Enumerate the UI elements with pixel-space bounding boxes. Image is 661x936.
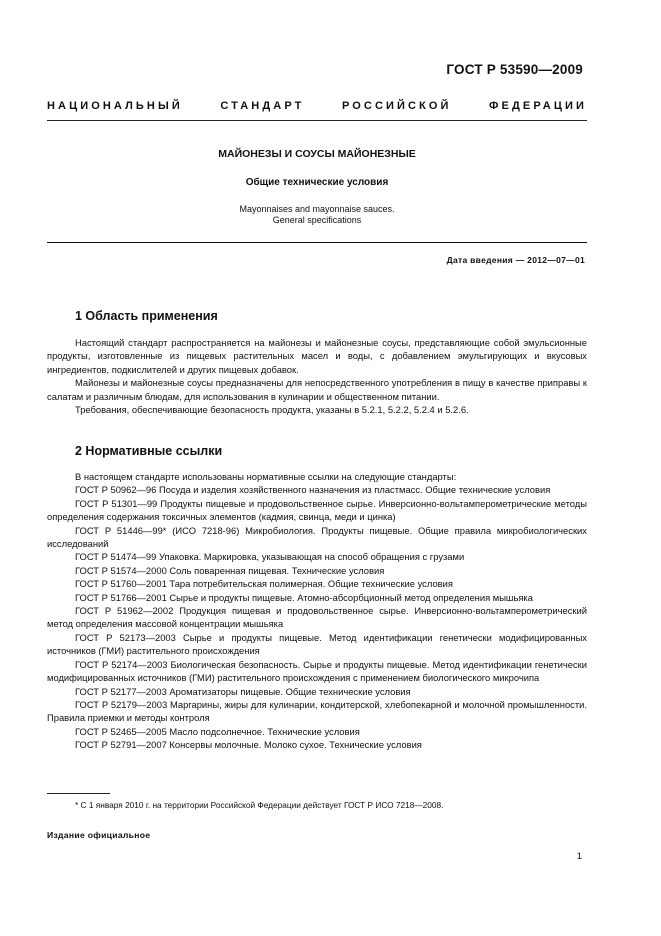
reference-item: ГОСТ Р 51962—2002 Продукция пищевая и продовольственное сырье. Инверсионно-вольтамперометрический метод определения массовой концентрации мышьяка [47,605,587,630]
reference-item: ГОСТ Р 51474—99 Упаковка. Маркировка, указывающая на способ обращения с грузами [75,551,465,563]
paragraph: Настоящий стандарт распространяется на майонезы и майонезные соусы, представляющие собой эмульсионные продукты, изготовленные из пищевых растительных масел и воды, с добавлением эмульгирующих и вкусовых ингредиентов, подкислителей и других пищевых добавок. [47,337,587,375]
reference-item: ГОСТ Р 52179—2003 Маргарины, жиры для кулинарии, кондитерской, хлебопекарной и молочной промышленности. Правила приемки и методы контроля [47,698,587,724]
section-1-body [47,336,587,416]
paragraph: Майонезы и майонезные соусы предназначены для непосредственного употребления в пищу в качестве приправы к салатам и различным блюдам, для использования в кулинарии и общественном питании. [47,377,587,402]
section-1-heading: 1 Область применения [75,309,218,323]
paragraph: В настоящем стандарте использованы нормативные ссылки на следующие стандарты: [75,471,457,482]
section-2-heading: 2 Нормативные ссылки [75,444,223,458]
reference-item: ГОСТ Р 51574—2000 Соль поваренная пищевая. Технические условия [75,564,385,576]
reference-item: ГОСТ Р 52791—2007 Консервы молочные. Молоко сухое. Технические условия [75,739,422,751]
reference-item: ГОСТ Р 52173—2003 Сырье и продукты пищевые. Метод идентификации генетически модифицированных источников (ГМИ) растительного происхождения [47,631,587,657]
standard-banner: НАЦИОНАЛЬНЫЙ СТАНДАРТ РОССИЙСКОЙ ФЕДЕРАЦИИ [47,100,587,112]
reference-item: ГОСТ Р 52174—2003 Биологическая безопасность. Сырье и продукты пищевые. Метод идентификации генетически модифицированных источников (ГМИ) растительного происхождения с применением биологического микрочипа [47,658,587,684]
footnote: * С 1 января 2010 г. на территории Российской Федерации действует ГОСТ Р ИСО 7218—2008. [75,800,444,810]
document-title: МАЙОНЕЗЫ И СОУСЫ МАЙОНЕЗНЫЕ [218,148,416,160]
footnote-divider [47,793,110,794]
paragraph: Требования, обеспечивающие безопасность продукта, указаны в 5.2.1, 5.2.2, 5.2.4 и 5.2.6. [75,404,469,416]
title-divider [47,242,587,243]
reference-item: ГОСТ Р 51760—2001 Тара потребительская полимерная. Общие технические условия [75,578,453,590]
introduction-date: Дата введения — 2012—07—01 [446,255,585,265]
reference-item: ГОСТ Р 51766—2001 Сырье и продукты пищевые. Атомно-абсорбционный метод определения мышьяка [75,591,533,603]
page-number: 1 [576,851,582,862]
reference-item: ГОСТ Р 51446—99* (ИСО 7218-96) Микробиология. Продукты пищевые. Общие правила микробиологических исследований [47,524,587,550]
document-subtitle: Общие технические условия [245,177,389,188]
section-2-body [47,470,587,752]
reference-item: ГОСТ Р 51301—99 Продукты пищевые и продовольственное сырье. Инверсионно-вольтамперометрические методы определения содержания токсичных элементов (кадмия, свинца, меди и цинка) [47,497,587,523]
english-title [47,204,587,226]
official-edition-label: Издание официальное [47,830,151,840]
standard-code: ГОСТ Р 53590—2009 [446,62,583,77]
reference-item: ГОСТ Р 50962—96 Посуда и изделия хозяйственного назначения из пластмасс. Общие технические условия [75,484,551,496]
reference-item: ГОСТ Р 52465—2005 Масло подсолнечное. Технические условия [75,725,360,737]
reference-item: ГОСТ Р 52177—2003 Ароматизаторы пищевые. Общие технические условия [75,685,411,697]
english-title-line-1: Mayonnaises and mayonnaise sauces. [239,204,395,214]
header-divider [47,120,587,121]
english-title-line-2: General specifications [272,215,362,225]
